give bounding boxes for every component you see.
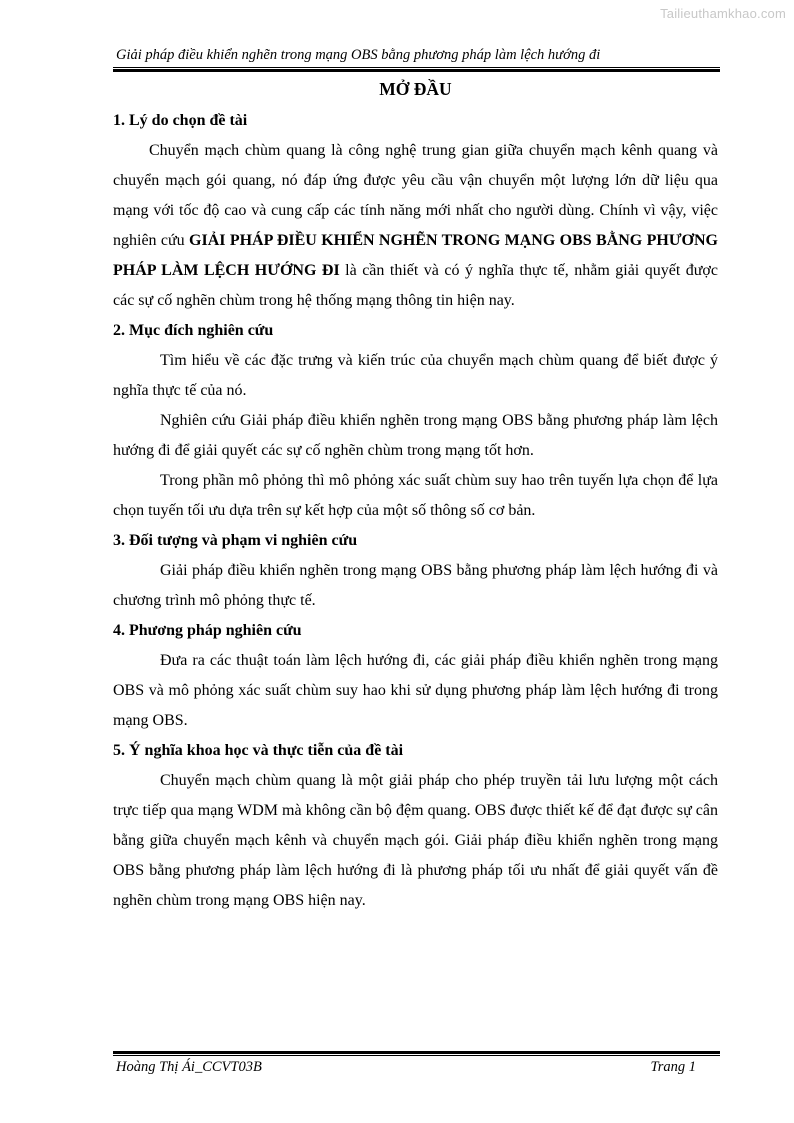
section-heading-2: 2. Mục đích nghiên cứu <box>113 322 274 339</box>
paragraph: Giải pháp điều khiển nghẽn trong mạng OBS bằng phương pháp làm lệch hướng đi và chương trình mô phỏng thực tế. <box>113 562 718 609</box>
footer-rule-thick <box>113 1051 720 1054</box>
paragraph: Tìm hiểu về các đặc trưng và kiến trúc của chuyển mạch chùm quang để biết được ý nghĩa thực tế của nó. <box>113 352 718 399</box>
section-heading-1: 1. Lý do chọn đề tài <box>113 112 248 129</box>
header-rule-thin <box>113 67 720 68</box>
watermark: Tailieuthamkhao.com <box>660 6 786 21</box>
header-rule-thick <box>113 69 720 72</box>
paragraph-text: Chuyển mạch chùm quang là công nghệ trung gian giữa chuyển mạch kênh quang và chuyển mạch gói quang, nó đáp ứng được yêu cầu vận chuyển một lượng lớn dữ liệu qua mạng với tốc độ cao và cung cấp các tính năng mới nhất cho người dùng. Chính vì vậy, việc nghiên cứu <box>113 142 718 249</box>
paragraph: Đưa ra các thuật toán làm lệch hướng đi, các giải pháp điều khiển nghẽn trong mạng OBS và mô phỏng xác suất chùm suy hao khi sử dụng phương pháp làm lệch hướng đi trong mạng OBS. <box>113 652 718 729</box>
page-title: MỞ ĐẦU <box>379 79 452 99</box>
paragraph: Trong phần mô phỏng thì mô phỏng xác suất chùm suy hao trên tuyến lựa chọn để lựa chọn tuyến tối ưu dựa trên sự kết hợp của một số thông số cơ bản. <box>113 472 718 519</box>
paragraph: Nghiên cứu Giải pháp điều khiển nghẽn trong mạng OBS bằng phương pháp làm lệch hướng đi để giải quyết các sự cố nghẽn chùm trong mạng tốt hơn. <box>113 412 718 459</box>
emphasized-title: GIẢI PHÁP ĐIỀU KHIỂN NGHẼN TRONG MẠNG OBS BẰNG PHƯƠNG PHÁP LÀM LỆCH HƯỚNG ĐI <box>113 232 718 279</box>
section-heading-3: 3. Đối tượng và phạm vi nghiên cứu <box>113 532 358 549</box>
running-header: Giải pháp điều khiển nghẽn trong mạng OBS bằng phương pháp làm lệch hướng đi <box>116 47 601 63</box>
footer-author: Hoàng Thị Ái_CCVT03B <box>116 1059 262 1075</box>
paragraph-text: là cần thiết và có ý nghĩa thực tế, nhằm giải quyết được các sự cố nghẽn chùm trong hệ thống mạng thông tin hiện nay. <box>113 262 718 309</box>
footer-rule-thin <box>113 1055 720 1056</box>
document-body <box>113 76 718 916</box>
page-number: Trang 1 <box>650 1059 696 1075</box>
paragraph <box>113 136 718 316</box>
section-heading-4: 4. Phương pháp nghiên cứu <box>113 622 302 639</box>
section-heading-5: 5. Ý nghĩa khoa học và thực tiễn của đề tài <box>113 742 404 759</box>
paragraph: Chuyển mạch chùm quang là một giải pháp cho phép truyền tải lưu lượng một cách trực tiếp qua mạng WDM mà không cần bộ đệm quang. OBS được thiết kế để đạt được sự cân bằng giữa chuyển mạch kênh và chuyển mạch gói. Giải pháp điều khiển nghẽn trong mạng OBS bằng phương pháp làm lệch hướng đi là phương pháp tối ưu nhất để giải quyết vấn đề nghẽn chùm trong mạng OBS hiện nay. <box>113 772 718 909</box>
